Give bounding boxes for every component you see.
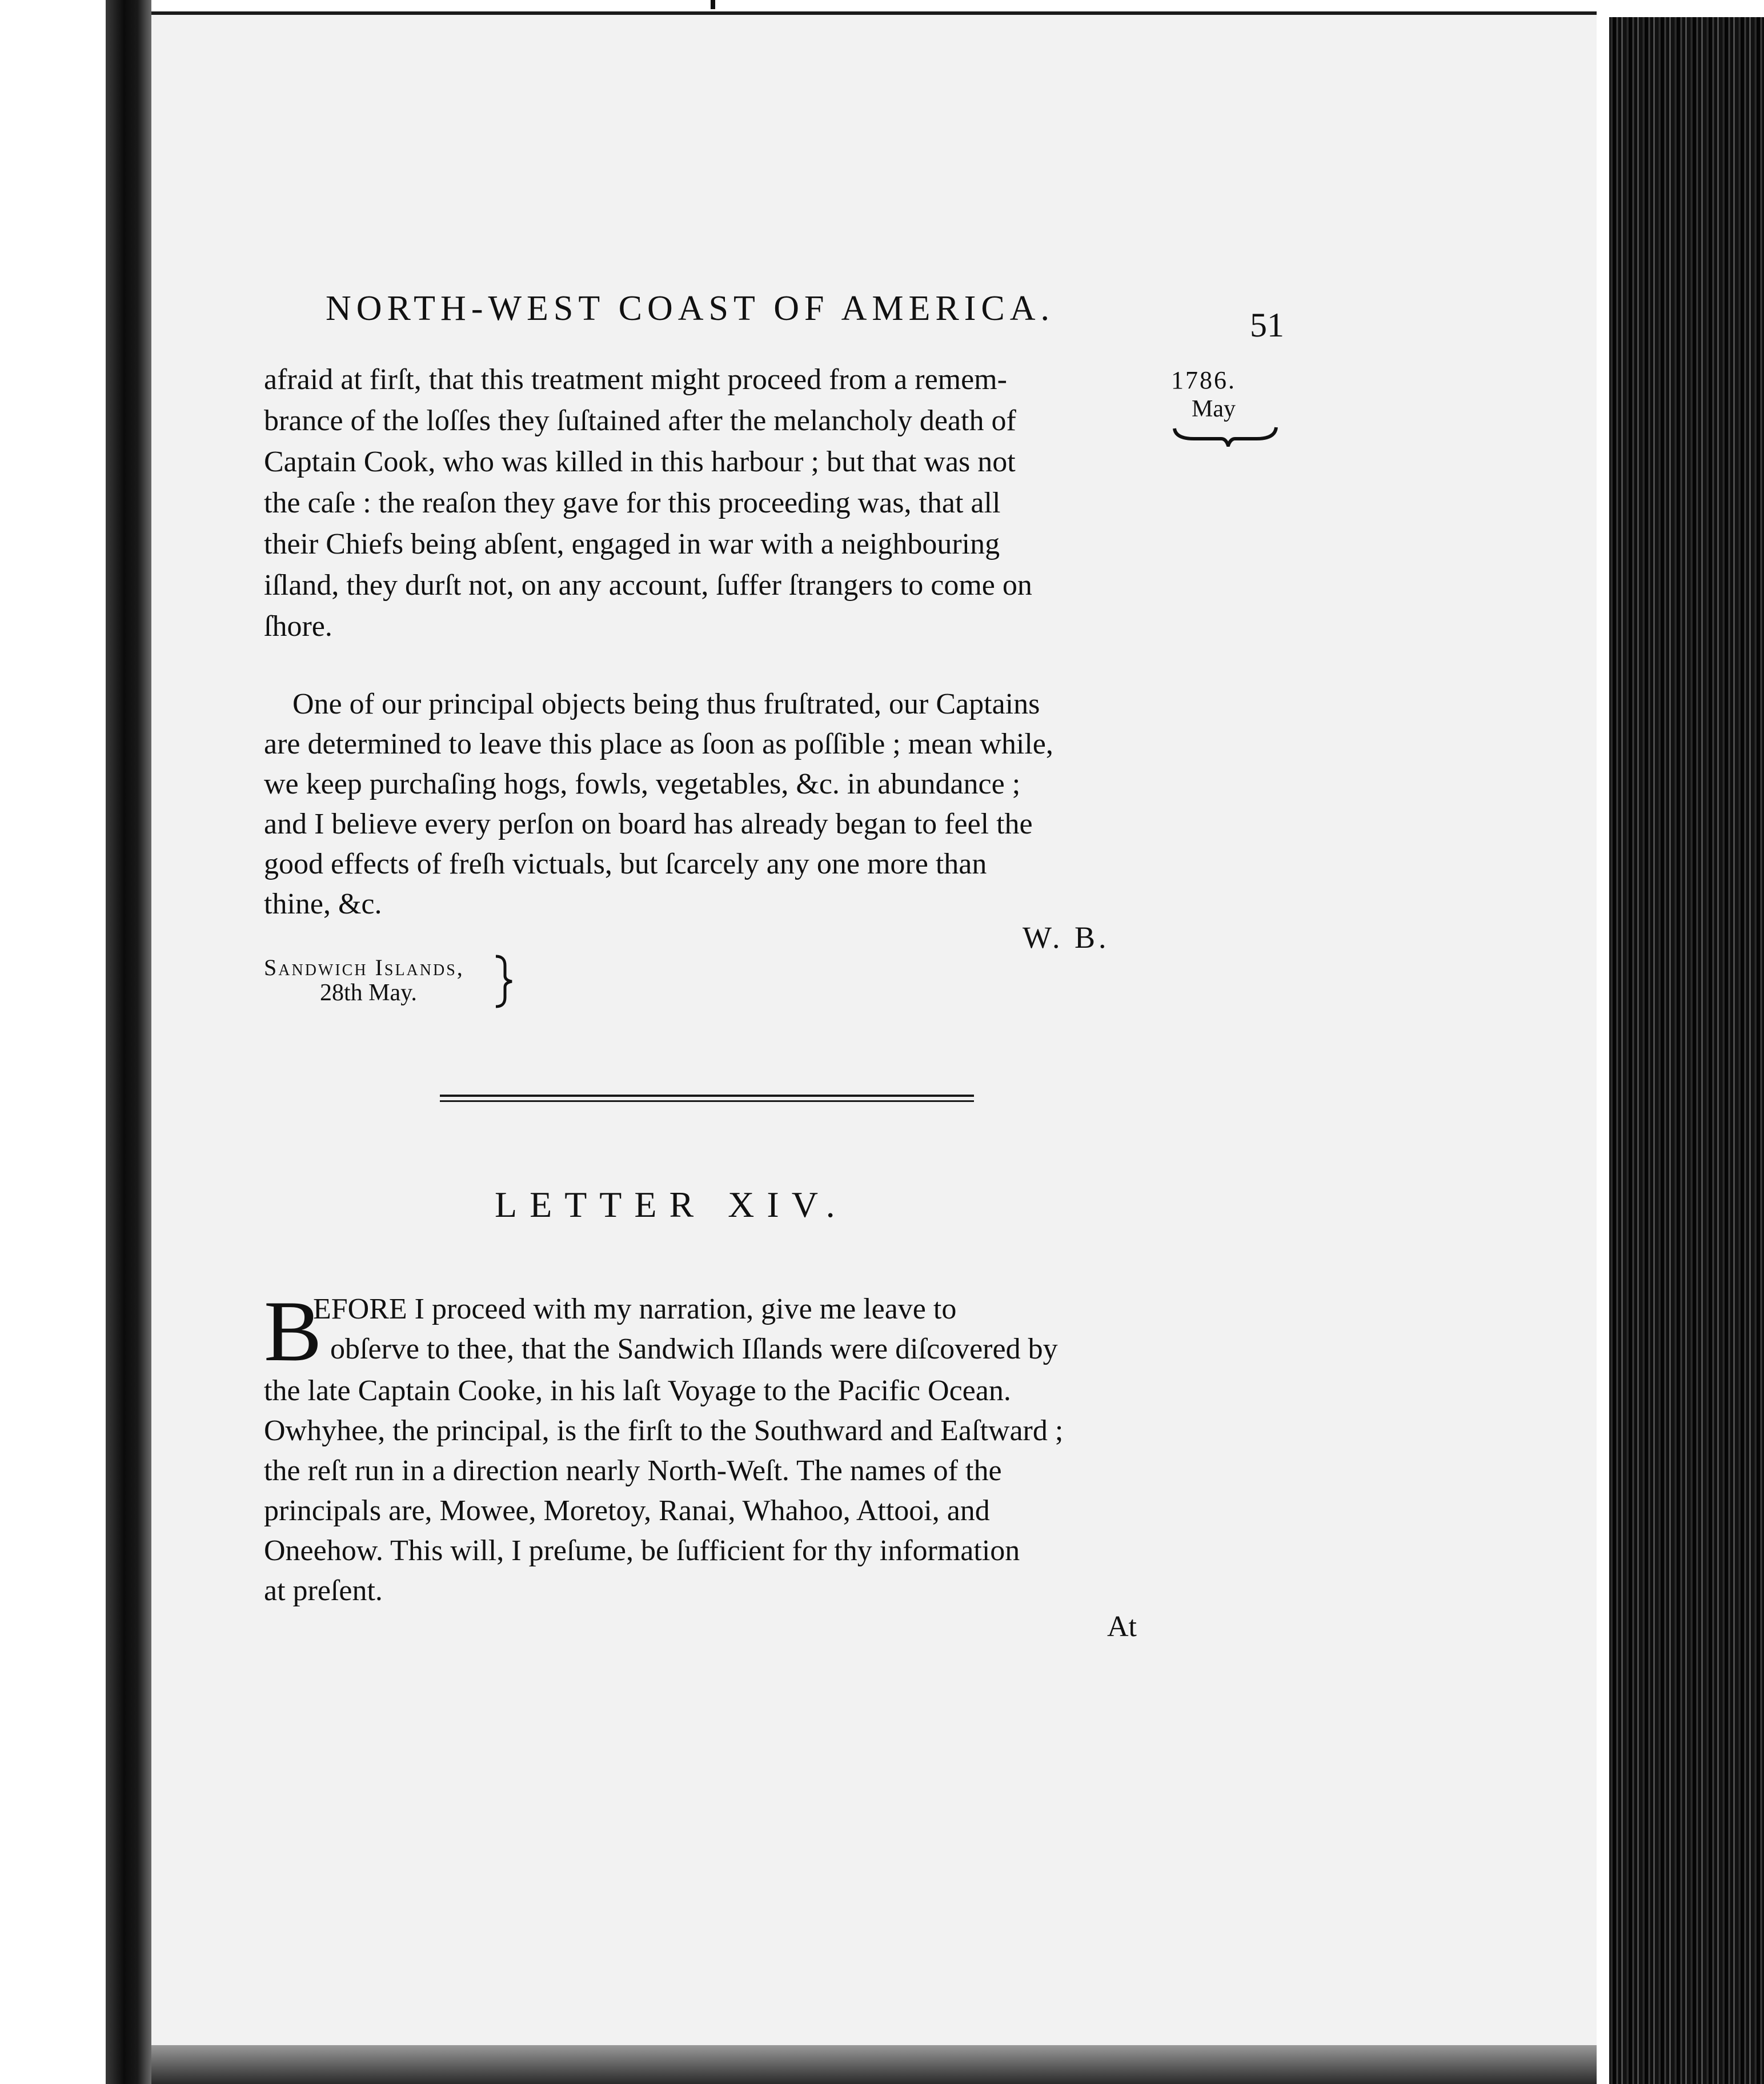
letter-signature: W. B.: [1023, 920, 1110, 955]
scan-top-mark: [711, 0, 715, 9]
paragraph-line: ſhore.: [264, 610, 332, 643]
paragraph-line: are determined to leave this place as ſoon as poſſible ; mean while,: [264, 728, 1053, 760]
section-divider-rule: [440, 1095, 974, 1097]
paragraph-line: at preſent.: [264, 1574, 383, 1607]
paragraph-line: Oneehow. This will, I preſume, be ſufficient for thy information: [264, 1534, 1020, 1567]
paragraph-line: afraid at firſt, that this treatment might proceed from a remem-: [264, 363, 1007, 396]
paragraph-line: and I believe every perſon on board has already began to feel the: [264, 808, 1033, 840]
dateline-brace-icon: [492, 953, 515, 1010]
margin-brace-icon: [1171, 424, 1280, 447]
section-divider-rule: [440, 1100, 974, 1102]
page-number: 51: [1250, 306, 1284, 344]
paragraph-line: we keep purchaſing hogs, fowls, vegetables, &c. in abundance ;: [264, 768, 1021, 800]
paragraph-line: principals are, Mowee, Moretoy, Ranai, Whahoo, Attooi, and: [264, 1494, 990, 1527]
paragraph-line: good effects of freſh victuals, but ſcarcely any one more than: [264, 848, 987, 880]
letter-heading: LETTER XIV.: [495, 1184, 848, 1225]
margin-note-month: May: [1192, 396, 1236, 422]
paragraph-line: the reſt run in a direction nearly North-Weſt. The names of the: [264, 1454, 1002, 1487]
scan-left-margin: [0, 0, 106, 2084]
paragraph-line: brance of the loſſes they ſuſtained after the melancholy death of: [264, 404, 1016, 437]
paragraph-line: thine, &c.: [264, 888, 382, 920]
margin-note-year: 1786.: [1171, 366, 1236, 394]
dateline-date: 28th May.: [320, 980, 417, 1006]
paragraph-line: the caſe : the reaſon they gave for this proceeding was, that all: [264, 487, 1001, 519]
book-fore-edge: [1597, 17, 1764, 2084]
fore-edge-gap: [1597, 17, 1609, 2084]
paragraph-line: One of our principal objects being thus fruſtrated, our Captains: [292, 688, 1040, 720]
catchword: At: [1107, 1610, 1137, 1643]
dateline-place: Sandwich Islands,: [264, 955, 464, 980]
paragraph-line: their Chiefs being abſent, engaged in war with a neighbouring: [264, 528, 1000, 560]
paragraph-line: Owhyhee, the principal, is the firſt to the Southward and Eaſtward ;: [264, 1414, 1064, 1447]
drop-cap: B: [264, 1283, 322, 1379]
paragraph-line: EFORE I proceed with my narration, give me leave to: [313, 1293, 957, 1325]
scan-top-margin: [151, 0, 1764, 11]
page-bottom-edge: [151, 2045, 1597, 2084]
paragraph-line: Captain Cook, who was killed in this harbour ; but that was not: [264, 446, 1016, 478]
paragraph-line: iſland, they durſt not, on any account, ſuffer ſtrangers to come on: [264, 569, 1032, 602]
running-head: NORTH-WEST COAST OF AMERICA.: [326, 289, 1055, 328]
book-spine-shadow: [106, 0, 151, 2084]
paragraph-line: the late Captain Cooke, in his laſt Voyage to the Pacific Ocean.: [264, 1374, 1011, 1407]
paragraph-line: obſerve to thee, that the Sandwich Iſlands were diſcovered by: [330, 1333, 1058, 1365]
